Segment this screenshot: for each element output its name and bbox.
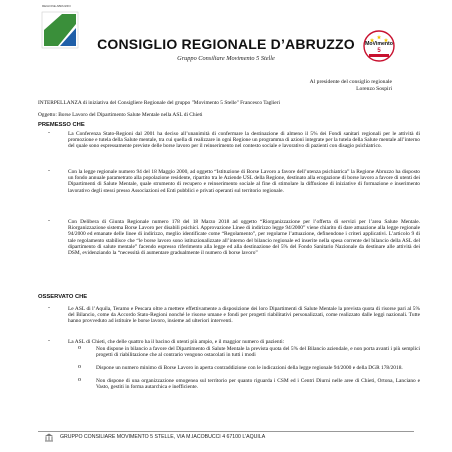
premesso-item-2: Con la legge regionale numero 94 del 18 Maggio 2000, ad oggetto “Istituzione di Borse Lavoro a favore dell’utenza psichiatrica” la Regione Abruzzo ha disposto un fondo annuale parametrato alla popolazione residente, ripartito tra le Aziende USL della Regione, destinato alla erogazione di borse lavoro a favore di utenti dei Dipartimenti di Salute Mentale, quale strumento di recupero e reinserimento sociale al fine di stimolare la diffusione di iniziative di formazione e inserimento lavorativo degli stessi presso Associazioni ed Enti pubblici e privati operanti sul territorio regionale.	[68, 169, 420, 194]
sub-bullet-marker: o	[78, 364, 81, 370]
premesso-heading: PREMESSO CHE	[38, 122, 85, 128]
group-subtitle: Gruppo Consiliare Movimento 5 Stelle	[177, 55, 275, 62]
sub-bullet-marker: o	[78, 377, 81, 383]
premesso-item-1: La Conferenza Stato-Regioni dal 2001 ha deciso all’unanimità di confermare la destinazione di almeno il 5% dei Fondi sanitari regionali per le attività di promozione e tutela della Salute mentale, tra cui quella di realizzare in ogni Regione un programma di azioni integrate per la tutela della Salute mentale all’interno del quale sono espressamente previste delle borse lavoro per il reinserimento nel contesto sociale e lavorativo di pazienti con disagio psichiatrico.	[68, 131, 420, 150]
council-title: CONSIGLIO REGIONALE D’ABRUZZO	[97, 36, 355, 52]
bullet-marker: -	[48, 168, 50, 174]
osservato-subitem-3: Non dispone di una organizzazione omogenea sul territorio per quanto riguarda i CSM ed i Centri Diurni nelle aree di Chieti, Ortona, Lanciano e Vasto, gestiti in forma autarchica e inefficiente.	[96, 378, 420, 391]
bullet-marker: -	[48, 338, 50, 344]
svg-text:MoVimento: MoVimento	[365, 41, 393, 47]
osservato-subitem-2: Dispone un numero minimo di Borse Lavoro in aperta contraddizione con le indicazioni della legge regionale 94/2000 e della DGR 178/2018.	[96, 365, 403, 371]
building-icon	[44, 433, 54, 442]
bullet-marker: -	[48, 218, 50, 224]
subject-line: Oggetto: Borse Lavoro del Dipartimento Salute Mentale nella ASL di Chieti	[38, 112, 203, 118]
svg-text:5: 5	[377, 48, 381, 54]
osservato-subitem-1: Non dispone in bilancio a favore del Dipartimento di Salute Mentale la prevista quota del 5% del Bilancio aziendale, e non porta avanti i più semplici progetti di riabilitazione che al contrario vengono ostacolati in tutti i modi	[96, 346, 420, 359]
osservato-item-1: Le ASL di l’Aquila, Teramo e Pescara oltre a mettere effettivamente a disposizione dei loro Dipartimenti di Salute Mentale la prevista quota di risorse pari al 5% del Bilancio, come da Accordo Stato-Regioni nonché le risorse umane e fondi per progetti riabilitativi personalizzati, come realizzato dalle leggi nazionali. Tutte hanno provveduto ad istituire le borse lavoro, insieme ad ulteriori interventi.	[68, 306, 420, 325]
footer-divider	[38, 431, 414, 432]
addressee-block	[310, 79, 392, 93]
region-small-label: REGIONE ABRUZZO	[42, 4, 71, 8]
addressee-line-1: Al presidente del consiglio regionale	[309, 79, 392, 85]
footer-address: GRUPPO CONSILIARE MOVIMENTO 5 STELLE, VIA M.IACOBUCCI 4 67100 L’AQUILA	[60, 434, 266, 440]
addressee-line-2: Lorenzo Sospiri	[356, 86, 392, 92]
bullet-marker: -	[48, 305, 50, 311]
osservato-item-2: La ASL di Chieti, che delle quattro ha il bacino di utenti più ampio, e il maggior numero di pazienti:	[68, 339, 285, 345]
premesso-item-3: Con Delibera di Giunta Regionale numero 178 del 18 Marzo 2018 ad oggetto “Riorganizzazione per l’offerta di servizi per l’area Salute Mentale. Riorganizzazione sistema Borse Lavoro per disabili psichici. Approvazione Linee di indirizzo legge 94/2000” viene chiarito di dare attuazione alla legge regionale 94/2000 ed emanate delle linee di indirizzo, meglio identificate come “Regolamento”, per regolarne l’attuazione, definendone i criteri applicativi. L’articolo 9 di tale regolamento stabilisce che “le borse lavoro sono istituzionalizzate all’interno del bilancio regionale ed inserite nella spesa corrente del bilancio della ASL del dipartimento di salute mentale” facendo espresso riferimento alla legge ed alla destinazione del 5% del Fondo Sanitario Nazionale da destinare alle attività dei DSM, evidenziando la “necessità di aumentare gradualmente il numero di borse lavoro”	[68, 219, 420, 257]
m5s-logo	[363, 30, 395, 62]
sub-bullet-marker: o	[78, 345, 81, 351]
bullet-marker: -	[48, 130, 50, 136]
osservato-heading: OSSERVATO CHE	[38, 294, 88, 300]
intro-paragraph: INTERPELLANZA di iniziativa del Consigliere Regionale del gruppo "Movimento 5 Stelle" Francesco Taglieri	[38, 100, 280, 106]
